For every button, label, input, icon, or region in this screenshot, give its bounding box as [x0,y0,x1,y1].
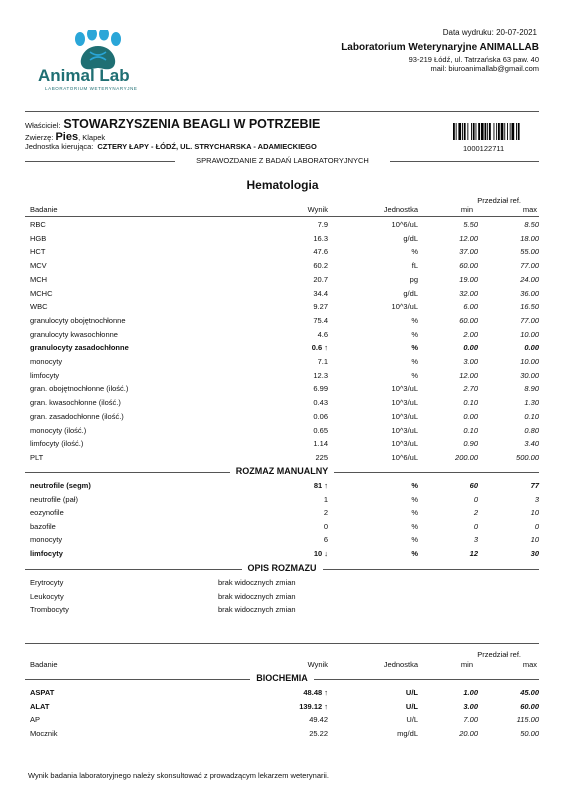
ref-max: 45.00 [520,688,539,697]
result-value: 1 [323,494,328,504]
result-unit: 10^3/uL [391,439,418,449]
table-row [0,302,565,316]
result-value: 20.7 [313,274,328,284]
table-row [0,330,565,344]
result-value: 0.43 [313,398,328,408]
result-value: 225 [315,452,328,462]
ref-min: 60.00 [459,315,478,325]
ref-min: 0.00 [463,411,478,421]
biochemistry-title: BIOCHEMIA [250,673,314,683]
cell-type: Erytrocyty [30,578,64,587]
manual-smear-title: ROZMAZ MANUALNY [230,466,335,476]
ref-max: 50.00 [520,728,539,738]
animal-species: Pies [55,131,79,143]
test-name: granulocyty zasadochłonne [30,343,129,353]
table-row [0,715,565,729]
result-value: 0 [323,521,328,531]
test-name: AP [30,715,41,725]
test-name: monocyty [30,535,63,545]
ref-min: 3 [473,535,478,545]
table-row [0,439,565,453]
referring-unit-label: Jednostka kierująca: [25,142,94,151]
result-unit: % [411,315,418,325]
table-row [0,688,565,702]
hematology-title: Hematologia [246,178,319,192]
report-title [0,156,565,165]
owner-label: Właściciel: [25,121,61,130]
result-unit: % [411,494,418,504]
smear-description-section [25,563,539,575]
barcode-number: 1000122711 [463,144,505,153]
test-name: Mocznik [30,728,58,738]
ref-max: 3 [534,494,539,504]
lab-info [341,42,539,73]
print-date: Data wydruku: 20-07-2021 [442,28,537,37]
list-item [0,592,565,606]
ref-max: 10.00 [520,357,539,366]
table-row [0,234,565,248]
result-value: 6.99 [313,384,328,394]
result-value: 16.3 [313,233,328,243]
result-unit: 10^3/uL [391,425,418,435]
ref-min: 19.00 [459,274,478,284]
test-name: HGB [30,233,47,243]
result-unit: % [411,343,418,353]
ref-min: 6.00 [463,302,478,312]
test-name: bazofile [30,521,56,531]
result-value: 34.4 [313,288,328,298]
ref-max: 55.00 [520,247,539,257]
result-unit: % [411,549,418,558]
lab-mail: mail: biuroanimallab@gmail.com [430,63,539,73]
result-value: 7.1 [317,357,328,366]
test-name: HCT [30,247,46,257]
ref-min: 2 [473,508,478,518]
header-divider [25,111,539,112]
animal-name: , Klapek [78,133,106,142]
ref-min: 12 [469,549,478,558]
table-row [0,426,565,440]
result-unit: % [411,521,418,531]
ref-max: 115.00 [516,715,539,725]
test-name: ALAT [30,701,50,711]
cell-description: brak widocznych zmian [218,578,296,587]
ref-max: 8.50 [524,220,539,229]
cell-type: Trombocyty [30,605,69,614]
smear-description-title: OPIS ROZMAZU [242,563,323,573]
bio-ref-range-header: Przedział ref. [477,650,521,659]
column-test: Badanie [30,205,58,214]
ref-min: 0 [473,521,478,531]
ref-max: 77.00 [520,261,539,271]
ref-max: 10 [530,508,539,518]
result-unit: % [411,357,418,366]
test-name: RBC [30,220,46,229]
manual-smear-section [25,466,539,478]
result-unit: % [411,481,418,490]
ref-min: 2.00 [463,329,478,339]
ref-max: 30.00 [520,370,539,380]
ref-max: 1.30 [524,398,539,408]
result-value: 10 ↓ [313,549,328,558]
biochemistry-top-divider [25,643,539,644]
lab-address: 93-219 Łódź, ul. Tatrzańska 63 paw. 40 [408,54,539,64]
ref-min: 60 [469,481,478,490]
ref-max: 500.00 [516,452,539,462]
ref-max: 77 [530,481,539,490]
table-row [0,535,565,549]
list-item [0,605,565,619]
table-row [0,495,565,509]
ref-min: 0.10 [463,425,478,435]
ref-min: 0.00 [463,343,478,353]
ref-min: 3.00 [463,701,478,711]
report-title-text: SPRAWOZDANIE Z BADAŃ LABORATORYJNYCH [190,156,375,165]
ref-max: 10 [530,535,539,545]
test-name: ASPAT [30,688,55,697]
result-unit: 10^3/uL [391,302,418,312]
ref-max: 3.40 [524,439,539,449]
table-row [0,247,565,261]
lab-name: Laboratorium Weterynaryjne ANIMALLAB [341,42,539,53]
result-value: 9.27 [313,302,328,312]
column-result: Wynik [307,205,328,214]
result-unit: 10^3/uL [391,398,418,408]
result-value: 139.12 ↑ [299,701,328,711]
ref-max: 36.00 [520,288,539,298]
ref-max: 0.00 [524,343,539,353]
result-value: 0.6 ↑ [311,343,328,353]
result-unit: 10^6/uL [391,452,418,462]
test-name: MCHC [30,288,53,298]
test-name: granulocyty kwasochłonne [30,329,118,339]
bio-column-max: max [522,660,537,669]
smear-description-title-wrap [25,563,539,573]
bio-column-test: Badanie [30,660,58,669]
ref-max: 16.50 [520,302,539,312]
result-value: 2 [323,508,328,518]
ref-max: 0.80 [524,425,539,435]
ref-min: 37.00 [459,247,478,257]
table-row [0,481,565,495]
ref-min: 0 [473,494,478,504]
result-value: 75.4 [313,315,328,325]
referring-unit-value: CZTERY ŁAPY - ŁÓDŹ, UL. STRYCHARSKA - ADAMIECKIEGO [97,142,317,151]
result-unit: % [411,247,418,257]
ref-min: 5.50 [463,220,478,229]
result-value: 0.65 [313,425,328,435]
test-name: gran. zasadochłonne (ilość.) [30,411,124,421]
bio-column-min: min [460,660,473,669]
table-row [0,729,565,743]
result-value: 25.22 [309,728,328,738]
cell-description: brak widocznych zmian [218,591,296,601]
result-unit: 10^3/uL [391,411,418,421]
result-value: 12.3 [313,370,328,380]
biochemistry-title-wrap [25,673,539,683]
ref-range-header: Przedział ref. [477,196,521,205]
table-row [0,371,565,385]
ref-min: 32.00 [459,288,478,298]
table-row [0,357,565,371]
result-value: 7.9 [317,220,328,229]
ref-min: 60.00 [459,261,478,271]
result-unit: 10^3/uL [391,384,418,394]
table-row [0,289,565,303]
table-row [0,453,565,467]
test-name: granulocyty obojętnochłonne [30,315,126,325]
result-value: 6 [323,535,328,545]
table-row [0,398,565,412]
ref-max: 18.00 [520,233,539,243]
column-max: max [522,205,537,214]
result-unit: U/L [405,701,418,711]
result-value: 81 ↑ [313,481,328,490]
ref-max: 24.00 [520,274,539,284]
test-name: monocyty (ilość.) [30,425,87,435]
table-row [0,275,565,289]
cell-type: Leukocyty [30,591,64,601]
ref-max: 10.00 [520,329,539,339]
result-unit: g/dL [403,288,418,298]
bio-column-result: Wynik [307,660,328,669]
table-row [0,549,565,563]
animal-label: Zwierzę: [25,133,54,142]
result-unit: fL [411,261,418,271]
table-row [0,702,565,716]
test-name: neutrofile (pał) [30,494,78,504]
table-row [0,220,565,234]
logo-subtitle: LABORATORIUM WETERYNARYJNE [45,86,138,91]
table-row [0,343,565,357]
hematology-header-divider [25,216,539,217]
ref-min: 7.00 [463,715,478,725]
test-name: gran. kwasochłonne (ilość.) [30,398,121,408]
test-name: MCV [30,261,47,271]
table-row [0,522,565,536]
result-unit: mg/dL [397,728,418,738]
column-min: min [460,205,473,214]
result-value: 47.6 [313,247,328,257]
table-row [0,412,565,426]
result-unit: % [411,535,418,545]
ref-max: 8.90 [524,384,539,394]
test-name: neutrofile (segm) [30,481,91,490]
result-unit: g/dL [403,233,418,243]
table-row [0,261,565,275]
result-value: 48.48 ↑ [303,688,328,697]
ref-max: 0.10 [524,411,539,421]
result-unit: % [411,329,418,339]
result-unit: % [411,508,418,518]
ref-max: 30 [530,549,539,558]
test-name: monocyty [30,357,63,366]
ref-min: 3.00 [463,357,478,366]
result-value: 4.6 [317,329,328,339]
ref-min: 0.90 [463,439,478,449]
ref-min: 0.10 [463,398,478,408]
ref-min: 12.00 [459,370,478,380]
list-item [0,578,565,592]
test-name: eozynofile [30,508,64,518]
ref-max: 77.00 [520,315,539,325]
ref-min: 200.00 [455,452,478,462]
bio-column-unit: Jednostka [383,660,418,669]
result-unit: 10^6/uL [391,220,418,229]
result-unit: % [411,370,418,380]
footer-note: Wynik badania laboratoryjnego należy skonsultować z prowadzącym lekarzem weterynarii. [28,771,329,780]
cell-description: brak widocznych zmian [218,605,296,614]
ref-min: 12.00 [459,233,478,243]
result-value: 0.06 [313,411,328,421]
test-name: MCH [30,274,48,284]
ref-min: 2.70 [463,384,478,394]
result-unit: pg [409,274,418,284]
result-value: 49.42 [309,715,328,725]
test-name: limfocyty [30,370,60,380]
ref-max: 60.00 [520,701,539,711]
result-unit: U/L [405,688,418,697]
biochemistry-section [25,673,539,685]
table-row [0,316,565,330]
manual-smear-title-wrap [25,466,539,476]
owner-line [25,117,320,131]
referring-unit-line [25,142,317,151]
test-name: limfocyty [30,549,63,558]
test-name: PLT [30,452,44,462]
test-name: limfocyty (ilość.) [30,439,84,449]
ref-max: 0 [534,521,539,531]
ref-min: 20.00 [459,728,478,738]
column-unit: Jednostka [383,205,418,214]
result-value: 60.2 [313,261,328,271]
owner-value: STOWARZYSZENIA BEAGLI W POTRZEBIE [63,117,321,131]
result-unit: U/L [406,715,418,725]
logo-brand-name: Animal Lab [38,66,130,85]
table-row [0,508,565,522]
barcode [453,123,539,140]
test-name: gran. obojętnochłonne (ilość.) [30,384,129,394]
table-row [0,384,565,398]
result-value: 1.14 [313,439,328,449]
test-name: WBC [30,302,48,312]
ref-min: 1.00 [463,688,478,697]
